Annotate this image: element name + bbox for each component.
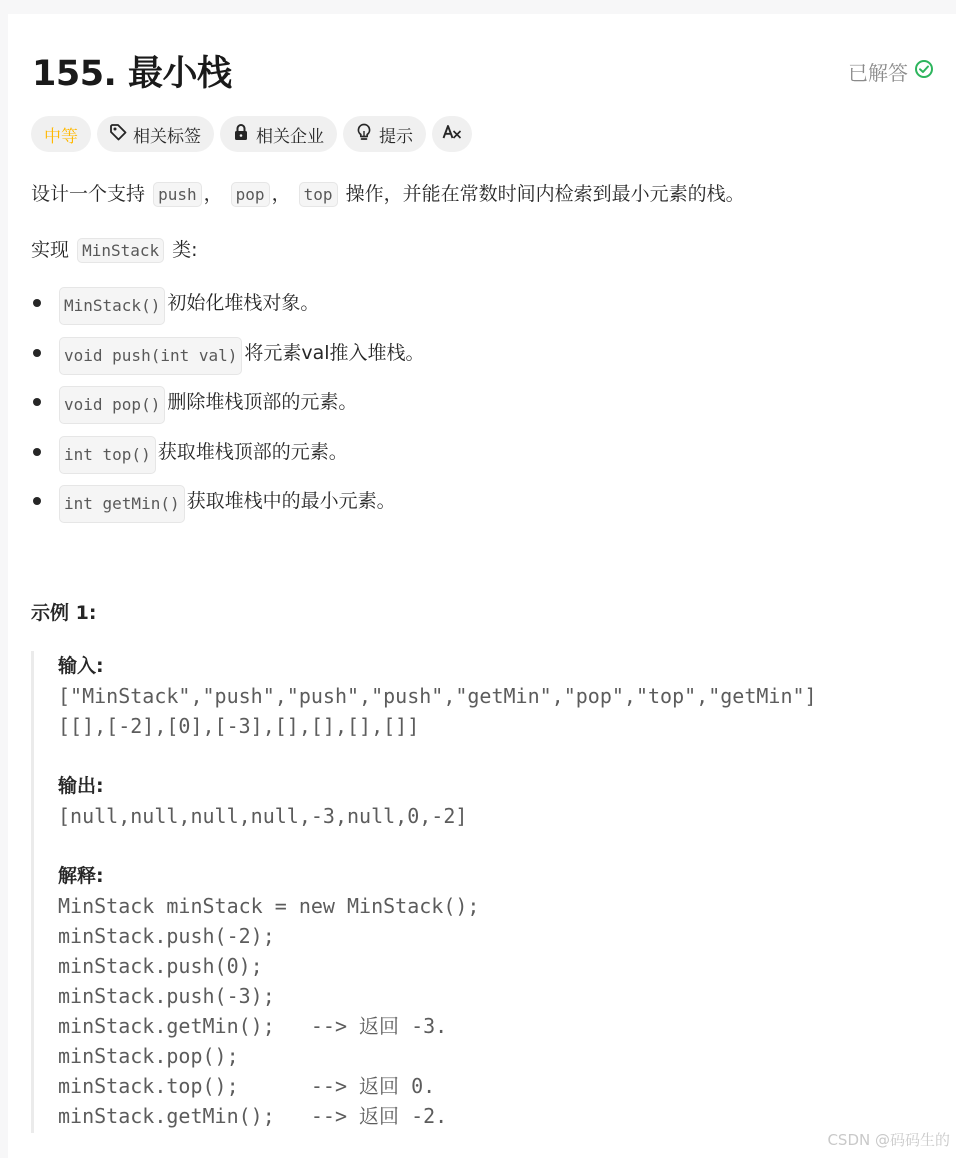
method-code: void pop() [59,386,165,424]
bullet-icon [33,448,41,456]
method-description: 删除堆栈顶部的元素。 [167,391,358,414]
method-description: 初始化堆栈对象。 [167,292,320,314]
method-code: MinStack() [59,287,165,325]
hint-button[interactable] [343,116,426,152]
translate-icon [442,123,462,146]
inline-code-top: top [299,182,338,207]
output-label: 输出: [58,775,104,797]
explain-line: MinStack minStack = new MinStack(); [58,894,480,918]
inline-code-push: push [153,182,202,207]
bullet-icon [33,299,41,307]
input-line: [[],[-2],[0],[-3],[],[],[],[]] [58,714,420,738]
bullet-icon [33,497,41,505]
translate-button[interactable] [432,116,472,152]
method-description: 获取堆栈顶部的元素。 [157,440,348,463]
difficulty-label: 中等 [44,126,78,147]
explain-line: minStack.top(); --> 返回 0. [58,1074,436,1098]
method-list [31,287,425,535]
related-tags-button[interactable] [97,116,214,152]
lock-icon [232,123,250,146]
inline-code-pop: pop [231,182,270,207]
explain-line: minStack.pop(); [58,1044,239,1068]
solved-label: 已解答 [848,60,908,85]
list-item [31,436,425,486]
problem-title[interactable]: 155. 最小栈 [32,54,232,94]
bullet-icon [33,349,41,357]
explain-line: minStack.push(-2); [58,924,275,948]
desc-text: 设计一个支持 [31,183,146,205]
tag-bar [31,116,472,152]
method-code: int getMin() [59,485,185,523]
hint-label: 提示 [379,126,413,147]
input-line: ["MinStack","push","push","push","getMin","pop","top","getMin"] [58,684,817,708]
method-code: int top() [59,436,156,474]
bullet-icon [33,398,41,406]
example-block [31,651,901,1133]
list-item [31,337,425,387]
input-label: 输入: [58,655,104,677]
inline-code-minstack: MinStack [77,238,164,263]
implement-paragraph [31,234,198,267]
desc-separator: ， [271,183,291,205]
explain-label: 解释: [58,865,104,887]
list-item [31,485,425,535]
difficulty-tag[interactable] [31,116,91,152]
explain-line: minStack.getMin(); --> 返回 -2. [58,1104,448,1128]
check-circle-icon [914,59,934,84]
desc-separator: ， [203,183,223,205]
solved-status [848,57,934,86]
lightbulb-icon [355,123,373,146]
method-description: 获取堆栈中的最小元素。 [186,490,396,513]
watermark: CSDN @码码生的 [827,1131,950,1149]
method-code: void push(int val) [59,337,242,375]
list-item [31,386,425,436]
explain-line: minStack.push(0); [58,954,263,978]
example-title: 示例 1: [31,602,97,624]
method-description: 将元素val推入堆栈。 [244,341,425,364]
desc-text: 类: [172,239,198,261]
output-line: [null,null,null,null,-3,null,0,-2] [58,804,468,828]
left-divider [0,0,8,1158]
related-companies-label: 相关企业 [256,126,324,147]
explain-line: minStack.push(-3); [58,984,275,1008]
header [32,48,934,94]
tag-icon [109,123,127,146]
explain-line: minStack.getMin(); --> 返回 -3. [58,1014,448,1038]
list-item [31,287,425,337]
spacer [58,831,901,861]
related-tags-label: 相关标签 [133,126,201,147]
spacer [58,741,901,771]
desc-text: 操作，并能在常数时间内检索到最小元素的栈。 [345,183,745,205]
related-companies-button[interactable] [220,116,337,152]
desc-text: 实现 [31,239,70,261]
top-divider [0,0,956,14]
description-paragraph [31,178,745,211]
